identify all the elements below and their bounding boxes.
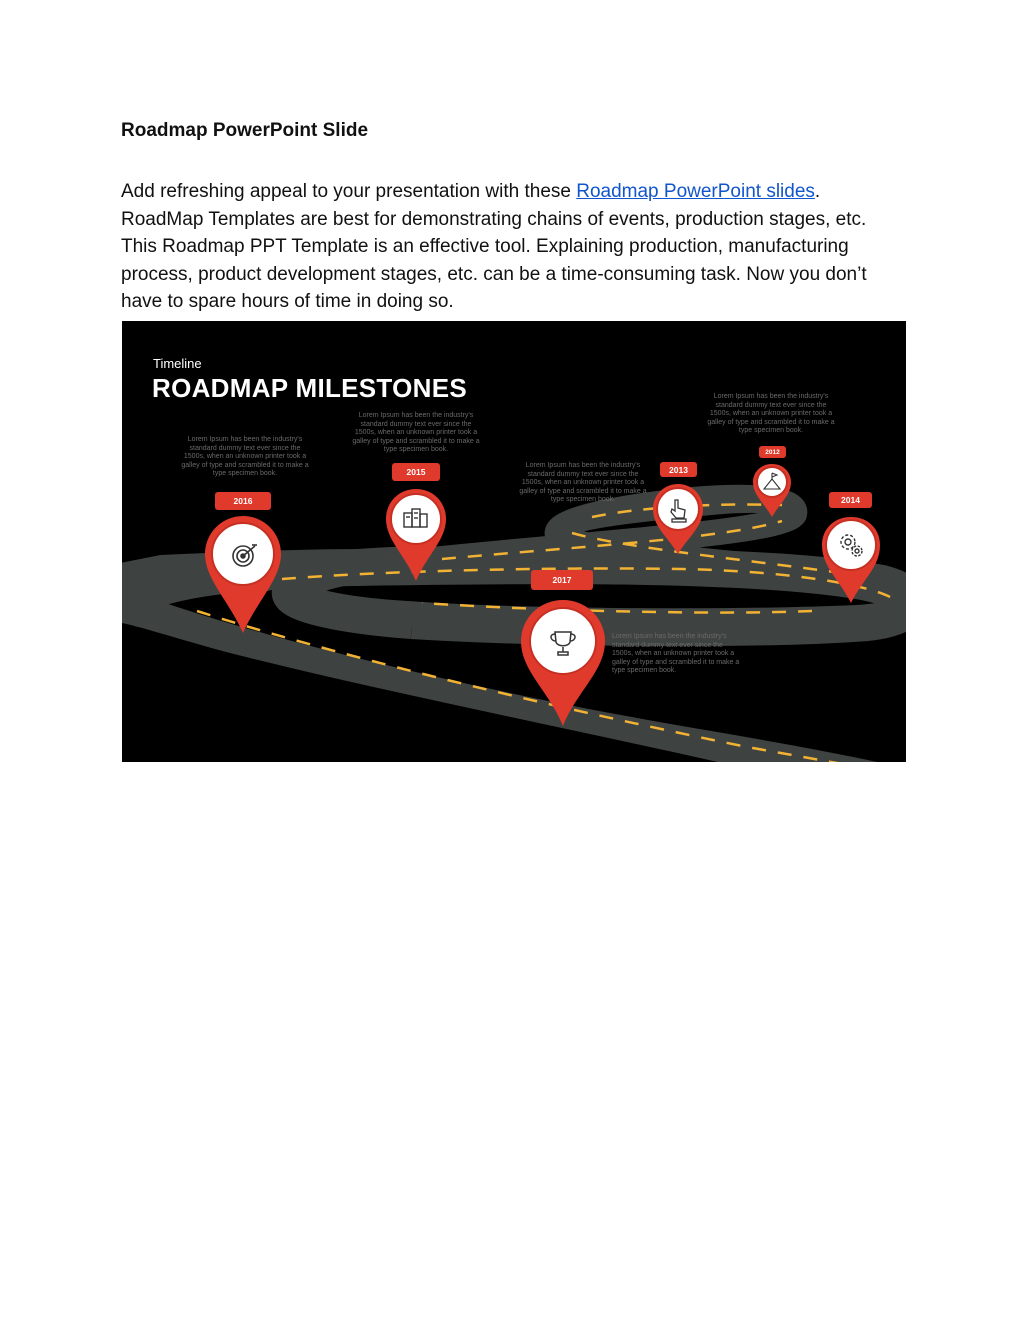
year-badge-2016: 2016 [215, 492, 271, 510]
intro-paragraph [121, 178, 901, 316]
milestone-2016-text: Lorem Ipsum has been the industry's standard dummy text ever since the 1500s, when an unknown printer took a galley of type and scrambled it to make a type specimen book. [181, 436, 309, 478]
milestone-2015-text: Lorem Ipsum has been the industry's standard dummy text ever since the 1500s, when an unknown printer took a galley of type and scrambled it to make a type specimen book. [352, 412, 480, 454]
intro-text-end: . RoadMap Templates are best for demonstrating chains of events, production stages, etc. This Roadmap PPT Template is an effective tool. Explaining production, manufacturing process, product development stages, etc. can be a time-consuming task. Now you don’t have to spare hours of time in doing so. [121, 181, 867, 313]
slide-title: ROADMAP MILESTONES [152, 373, 468, 403]
year-badge-2013: 2013 [660, 462, 697, 477]
milestone-2017-text: Lorem Ipsum has been the industry's standard dummy text ever since the 1500s, when an unknown printer took a galley of type and scrambled it to make a type specimen book. [612, 633, 740, 675]
pin-2016 [205, 516, 281, 633]
year-badge-2015: 2015 [392, 463, 440, 481]
year-badge-2017: 2017 [531, 570, 593, 590]
slide-subtitle: Timeline [153, 356, 202, 371]
milestone-2013-text: Lorem Ipsum has been the industry's standard dummy text ever since the 1500s, when an unknown printer took a galley of type and scrambled it to make a type specimen book. [519, 462, 647, 504]
intro-text-start: Add refreshing appeal to your presentation with these [121, 181, 577, 202]
roadmap-slide-image [122, 321, 906, 762]
page-heading: Roadmap PowerPoint Slide [121, 120, 369, 141]
year-badge-2012: 2012 [759, 446, 786, 458]
year-badge-2014: 2014 [829, 492, 872, 508]
roadmap-slides-link[interactable]: Roadmap PowerPoint slides [576, 181, 815, 202]
milestone-2012-text: Lorem Ipsum has been the industry's standard dummy text ever since the 1500s, when an unknown printer took a galley of type and scrambled it to make a type specimen book. [707, 393, 835, 435]
